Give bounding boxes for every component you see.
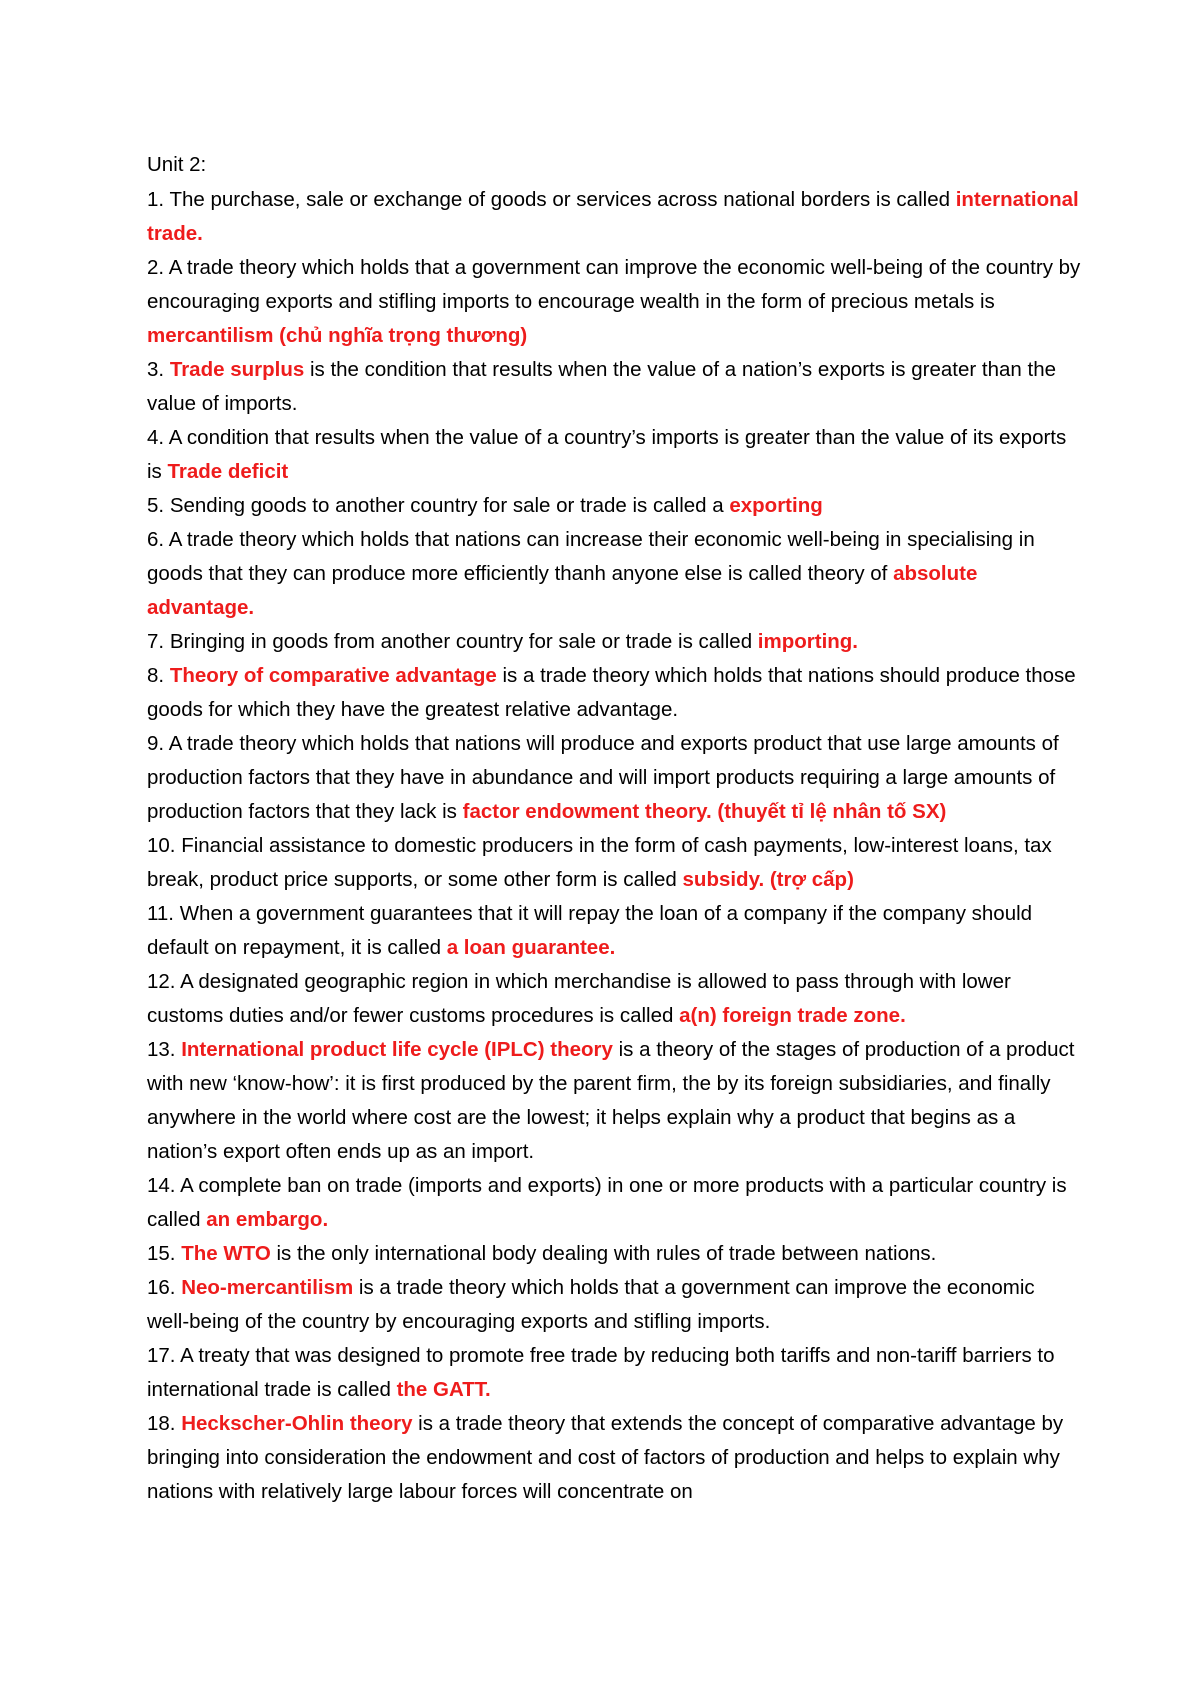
question-text: When a government guarantees that it will repay the loan of a company if the company should default on repayment, it is called <box>147 902 1033 959</box>
question-text: is a trade theory which holds that nations should produce those goods for which they have the greatest relative advantage. <box>147 664 1076 721</box>
question-text: The purchase, sale or exchange of goods or services across national borders is called <box>169 188 956 211</box>
question-item <box>147 183 1082 251</box>
question-number: 18. <box>147 1412 176 1435</box>
answer-term: Theory of comparative advantage <box>169 664 497 687</box>
question-text: Financial assistance to domestic producers in the form of cash payments, low-interest loans, tax break, product price supports, or some other form is called <box>147 834 1052 891</box>
question-number: 13. <box>147 1038 176 1061</box>
answer-term: Neo-mercantilism <box>181 1276 354 1299</box>
question-item <box>147 1407 1082 1509</box>
question-text: A trade theory which holds that nations will produce and exports product that use large amounts of production factors that they have in abundance and will import products requiring a large amounts of production factors that they lack is <box>147 732 1059 823</box>
unit-heading: Unit 2: <box>147 153 207 176</box>
question-item <box>147 659 1082 727</box>
question-text: is a trade theory which holds that a government can improve the economic well-being of the country by encouraging exports and stifling imports. <box>147 1276 1035 1333</box>
question-item <box>147 1271 1082 1339</box>
question-text: A complete ban on trade (imports and exports) in one or more products with a particular country is called <box>147 1174 1067 1231</box>
answer-term: Trade deficit <box>167 460 289 483</box>
question-item <box>147 523 1082 625</box>
answer-term: mercantilism (chủ nghĩa trọng thương) <box>147 324 528 347</box>
question-text: A treaty that was designed to promote free trade by reducing both tariffs and non-tariff barriers to international trade is called <box>147 1344 1055 1401</box>
answer-term: a(n) foreign trade zone. <box>679 1004 906 1027</box>
answer-term: factor endowment theory. (thuyết tỉ lệ nhân tố SX) <box>462 800 947 823</box>
question-item <box>147 489 1082 523</box>
question-number: 10. <box>147 834 176 857</box>
question-list <box>147 183 1160 1509</box>
answer-term: subsidy. (trợ cấp) <box>682 868 854 891</box>
question-text: is a theory of the stages of production of a product with new ‘know-how’: it is first produced by the parent firm, the by its foreign subsidiaries, and finally anywhere in the world where cost are the lowest; it helps explain why a product that begins as a nation’s export often ends up as an import. <box>147 1038 1075 1163</box>
question-item <box>147 251 1082 353</box>
answer-term: the GATT. <box>396 1378 491 1401</box>
question-text: is the only international body dealing with rules of trade between nations. <box>270 1242 937 1265</box>
question-item <box>147 1237 1082 1271</box>
question-item <box>147 1033 1082 1169</box>
question-number: 9. <box>147 732 165 755</box>
answer-term: a loan guarantee. <box>446 936 616 959</box>
question-number: 6. <box>147 528 165 551</box>
question-item <box>147 829 1082 897</box>
question-text: is a trade theory that extends the concept of comparative advantage by bringing into consideration the endowment and cost of factors of production and helps to explain why nations with relatively large labour forces will concentrate on <box>147 1412 1064 1503</box>
question-number: 4. <box>147 426 165 449</box>
question-number: 14. <box>147 1174 176 1197</box>
question-item <box>147 1339 1082 1407</box>
question-number: 15. <box>147 1242 176 1265</box>
answer-term: International product life cycle (IPLC) theory <box>181 1038 613 1061</box>
question-text: A condition that results when the value of a country’s imports is greater than the value of its exports is <box>147 426 1067 483</box>
question-text: A trade theory which holds that nations can increase their economic well-being in specialising in goods that they can produce more efficiently thanh anyone else is called theory of <box>147 528 1035 585</box>
answer-term: absolute advantage. <box>147 562 978 619</box>
question-item <box>147 1169 1082 1237</box>
question-text: is the condition that results when the value of a nation’s exports is greater than the value of imports. <box>147 358 1056 415</box>
question-number: 12. <box>147 970 176 993</box>
answer-term: Heckscher-Ohlin theory <box>181 1412 413 1435</box>
question-item <box>147 421 1082 489</box>
answer-term: exporting <box>729 494 823 517</box>
question-number: 17. <box>147 1344 176 1367</box>
question-number: 16. <box>147 1276 176 1299</box>
answer-term: international trade. <box>147 188 1079 245</box>
question-text: A designated geographic region in which merchandise is allowed to pass through with lower customs duties and/or fewer customs procedures is called <box>147 970 1011 1027</box>
question-text: Bringing in goods from another country for sale or trade is called <box>169 630 758 653</box>
question-text: A trade theory which holds that a government can improve the economic well-being of the country by encouraging exports and stifling imports to encourage wealth in the form of precious metals is <box>147 256 1081 313</box>
answer-term: The WTO <box>181 1242 271 1265</box>
answer-term: importing. <box>757 630 859 653</box>
question-number: 1. <box>147 188 165 211</box>
question-number: 7. <box>147 630 165 653</box>
question-number: 8. <box>147 664 165 687</box>
question-text: Sending goods to another country for sale or trade is called a <box>169 494 730 517</box>
question-number: 3. <box>147 358 165 381</box>
question-item <box>147 625 1082 659</box>
question-number: 2. <box>147 256 165 279</box>
question-item <box>147 727 1082 829</box>
question-number: 11. <box>147 902 174 925</box>
question-item <box>147 897 1082 965</box>
question-item <box>147 965 1082 1033</box>
question-number: 5. <box>147 494 165 517</box>
question-item <box>147 353 1082 421</box>
answer-term: an embargo. <box>206 1208 329 1231</box>
answer-term: Trade surplus <box>169 358 305 381</box>
